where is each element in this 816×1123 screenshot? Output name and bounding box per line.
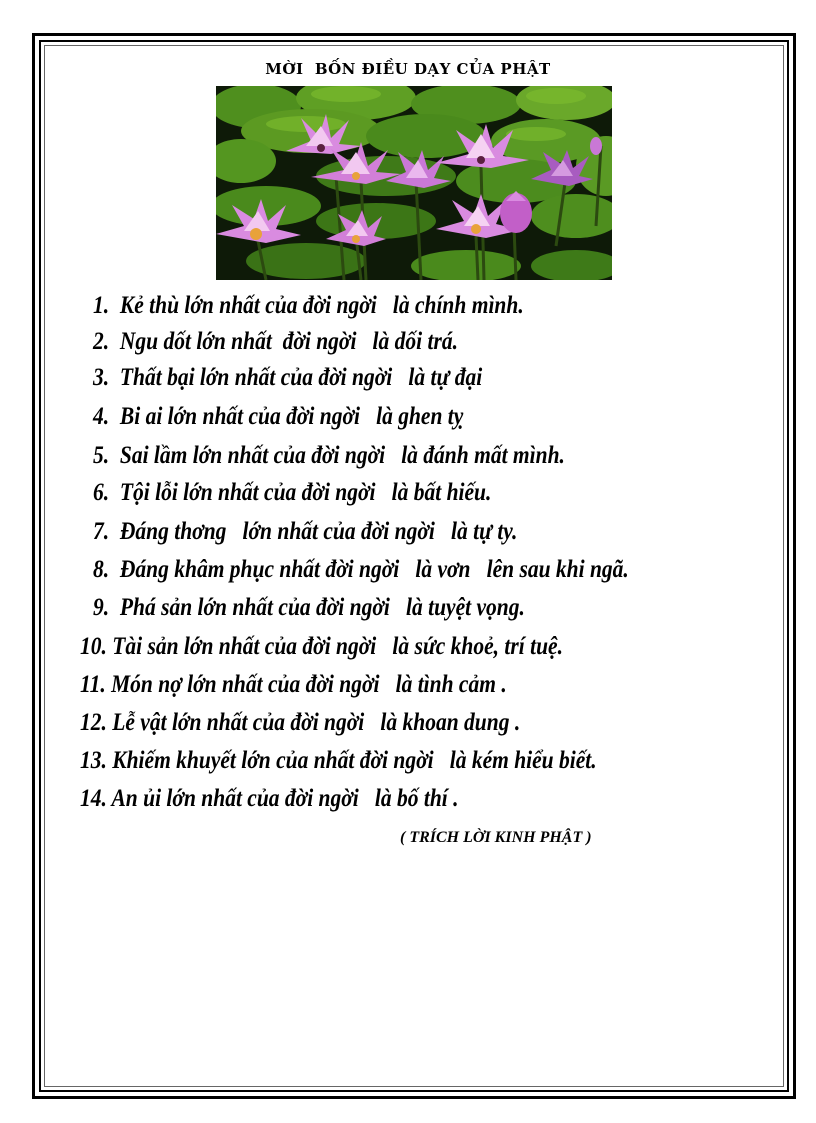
item-text: Bi ai lớn nhất của đời ngời là ghen tỵ xyxy=(119,403,464,430)
item-number: 12. xyxy=(80,709,107,736)
item-number: 8. xyxy=(93,556,110,583)
item-number: 9. xyxy=(93,594,110,621)
list-item xyxy=(80,671,507,699)
list-item xyxy=(80,709,520,737)
item-text: Đáng khâm phục nhất đời ngời là vơn lên sau khi ngã. xyxy=(119,556,629,583)
list-item xyxy=(93,364,482,392)
item-number: 14. xyxy=(80,785,107,812)
item-text: An ủi lớn nhất của đời ngời là bố thí . xyxy=(111,785,459,812)
list-item xyxy=(80,785,459,813)
item-text: Đáng thơng lớn nhất của đời ngời là tự ty. xyxy=(119,518,518,545)
list-item xyxy=(93,479,491,507)
list-item xyxy=(80,633,563,661)
item-number: 3. xyxy=(93,364,110,391)
item-text: Món nợ lớn nhất của đời ngời là tình cảm . xyxy=(111,671,507,698)
item-text: Tội lỗi lớn nhất của đời ngời là bất hiếu. xyxy=(119,479,492,506)
list-item xyxy=(93,403,463,431)
item-number: 7. xyxy=(93,518,110,545)
item-number: 4. xyxy=(93,403,110,430)
source-citation: ( TRÍCH LỜI KINH PHẬT ) xyxy=(400,829,592,846)
list-item xyxy=(93,594,525,622)
item-number: 5. xyxy=(93,442,110,469)
list-item xyxy=(80,747,597,775)
item-text: Khiếm khuyết lớn của nhất đời ngời là kém hiểu biết. xyxy=(112,747,597,774)
item-number: 10. xyxy=(80,633,107,660)
item-text: Tài sản lớn nhất của đời ngời là sức khoẻ, trí tuệ. xyxy=(112,633,563,660)
item-text: Sai lầm lớn nhất của đời ngời là đánh mất mình. xyxy=(119,442,565,469)
item-text: Phá sản lớn nhất của đời ngời là tuyệt vọng. xyxy=(119,594,525,621)
list-item xyxy=(93,518,517,546)
list-item xyxy=(93,292,524,320)
list-item xyxy=(93,442,565,470)
item-text: Thất bại lớn nhất của đời ngời là tự đại xyxy=(119,364,483,391)
list-item xyxy=(93,556,629,584)
item-number: 1. xyxy=(93,292,110,319)
item-text: Lễ vật lớn nhất của đời ngời là khoan dung . xyxy=(112,709,521,736)
document-title: MỜI BỐN ĐIỀU DẠY CỦA PHẬT xyxy=(265,60,551,78)
item-number: 6. xyxy=(93,479,110,506)
item-number: 2. xyxy=(93,328,110,355)
item-number: 13. xyxy=(80,747,107,774)
item-text: Kẻ thù lớn nhất của đời ngời là chính mình. xyxy=(119,292,524,319)
list-item xyxy=(93,328,458,356)
water-lily-image xyxy=(216,86,612,280)
item-text: Ngu dốt lớn nhất đời ngời là dối trá. xyxy=(119,328,458,355)
item-number: 11. xyxy=(80,671,106,698)
